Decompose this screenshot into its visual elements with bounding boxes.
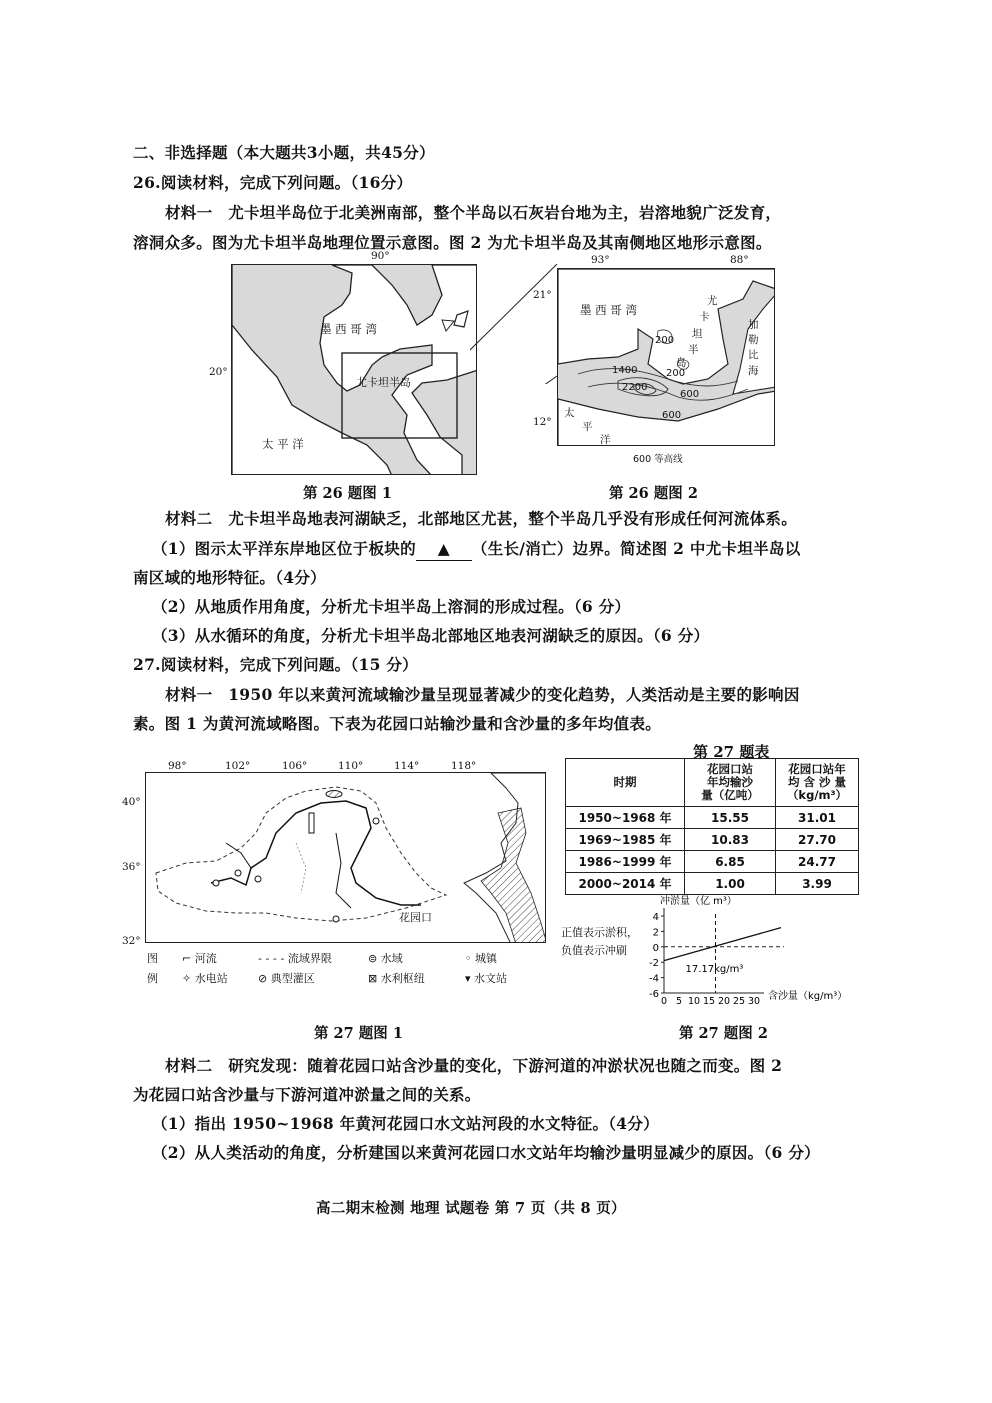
map2-gulf-label: 墨 西 哥 湾 [580,303,637,317]
yellow-river-map [145,772,546,943]
legend-gauge: ▾ 水文站 [465,972,508,985]
q27-map-lat-32: 32° [122,935,141,947]
map1-lat-20: 20° [209,366,228,378]
q27-heading: 27.阅读材料，完成下列问题。（15 分） [133,655,418,674]
table-cell-period: 1950~1968 年 [566,807,685,829]
q26-q2: （2）从地质作用角度，分析尤卡坦半岛上溶洞的形成过程。（6 分） [152,597,631,616]
chart-note-2: 负值表示冲刷 [561,944,627,957]
q26-material2: 材料二 尤卡坦半岛地表河湖缺乏，北部地区尤甚，整个半岛几乎没有形成任何河流体系。 [165,509,798,528]
q26-caption-2: 第 26 题图 2 [609,485,698,502]
map1-gulf-label: 墨 西 哥 湾 [320,322,377,336]
q27-map-lon-110: 110° [338,760,364,772]
table-row [566,851,859,873]
river-symbol-icon: ⌐ [182,952,195,965]
chart-y-tick-label: -6 [649,989,659,1000]
gauge-symbol-icon: ▾ [465,972,475,985]
chart-x-tick-label: 30 [747,996,761,1007]
table-cell-period: 1969~1985 年 [566,829,685,851]
q27-material2-line2: 为花园口站含沙量与下游河道冲淤量之间的关系。 [133,1085,481,1104]
map2-contour-600b: 600 [662,410,682,421]
q26-caption-1: 第 26 题图 1 [303,485,392,502]
table-cell-concentration: 27.70 [776,829,859,851]
chart-x-tick-label: 20 [717,996,731,1007]
map1-ocean-label: 太 平 洋 [262,437,304,451]
station-huayuankou-label: 花园口 [399,911,432,924]
page-footer: 高二期末检测 地理 试题卷 第 7 页（共 8 页） [316,1200,626,1217]
table-cell-period: 2000~2014 年 [566,873,685,895]
map2-peninsula-char-1: 尤 [707,295,718,307]
map2-lon-88: 88° [730,254,749,266]
q26-material1-line1: 材料一 尤卡坦半岛位于北美洲南部，整个半岛以石灰岩台地为主，岩溶地貌广泛发育， [165,203,782,222]
chart-x-tick-label: 25 [732,996,746,1007]
map2-contour-1400: 1400 [612,365,638,376]
chart-threshold-label: 17.17kg/m³ [685,964,744,976]
table-cell-concentration: 31.01 [776,807,859,829]
legend-dam: ⊠ 水利枢纽 [368,972,425,985]
q27-material1-line2: 素。图 1 为黄河流域略图。下表为花园口站输沙量和含沙量的多年均值表。 [133,714,662,733]
chart-y-tick-label: 2 [652,927,659,939]
legend-title-1: 图 [147,952,158,965]
table-header-concentration: 花园口站年 均 含 沙 量 （kg/m³） [776,759,859,807]
q27-map-lon-102: 102° [225,760,251,772]
q27-map-lat-36: 36° [122,861,141,873]
map2-contour-2200: 2200 [622,382,648,393]
map-yucatan-location [231,264,477,475]
q27-material1-line1: 材料一 1950 年以来黄河流域输沙量呈现显著减少的变化趋势，人类活动是主要的影响因 [165,685,800,704]
legend-town: ◦ 城镇 [465,952,497,965]
chart-x-tick-label: 5 [675,996,683,1007]
legend-water: ⊜ 水域 [368,952,403,965]
q26-material1-line2: 溶洞众多。图为尤卡坦半岛地理位置示意图。图 2 为尤卡坦半岛及其南侧地区地形示意图。 [133,233,772,252]
scour-deposition-chart [640,890,870,1015]
q27-map-lat-40: 40° [122,796,141,808]
q26-q1-text-a: （1）图示太平洋东岸地区位于板块的 [152,539,416,558]
section-title: 二、非选择题（本大题共3小题，共45分） [133,143,435,162]
q27-map-lon-114: 114° [394,760,420,772]
table-row [566,829,859,851]
map2-pacific-char-1: 太 [564,407,575,419]
q27-caption-2: 第 27 题图 2 [679,1025,768,1042]
q27-table-title: 第 27 题表 [693,743,770,761]
map2-peninsula-char-3: 坦 [692,328,703,340]
chart-x-axis-label: 含沙量（kg/m³） [768,991,848,1002]
q27-material2-line1: 材料二 研究发现：随着花园口站含沙量的变化，下游河道的冲淤状况也随之而变。图 2 [165,1056,783,1075]
table-cell-concentration: 24.77 [776,851,859,873]
map2-contour-200a: 200 [655,335,675,346]
chart-y-tick-label: 4 [652,912,659,923]
map2-pacific-char-3: 洋 [600,434,611,446]
map2-contour-600a: 600 [680,389,700,400]
chart-y-tick-label: -4 [649,973,659,985]
legend-hydro: ✧ 水电站 [182,972,228,985]
legend-boundary: - - - - 流域界限 [258,952,332,965]
map2-caribbean-char-4: 海 [748,365,759,377]
q27-map-lon-106: 106° [282,760,308,772]
irrigation-symbol-icon: ⊘ [258,972,271,985]
chart-x-tick-label: 15 [702,996,716,1007]
table-cell-concentration: 3.99 [776,873,859,895]
table-header-period: 时期 [566,759,685,807]
q26-q1-answer-blank[interactable]: ▲ [416,538,472,561]
q26-q1-line1 [152,538,801,561]
map2-peninsula-char-4: 半 [688,344,699,356]
table-row [566,807,859,829]
map2-lon-93: 93° [591,254,610,266]
yellow-river-svg [146,773,546,943]
chart-x-tick-label: 0 [660,996,668,1007]
legend-river: ⌐ 河流 [182,952,217,965]
q27-map-lon-118: 118° [451,760,477,772]
map2-lat-21: 21° [533,289,552,301]
table-cell-transport: 6.85 [685,851,776,873]
chart-y-tick-label: -2 [649,958,659,970]
q27-map-lon-98: 98° [168,760,187,772]
q26-q3: （3）从水循环的角度，分析尤卡坦半岛北部地区地表河湖缺乏的原因。（6 分） [152,626,710,645]
map2-caribbean-char-3: 比 [748,349,759,361]
map-connector-lines [470,264,560,384]
map2-caribbean-char-2: 勒 [748,334,759,346]
table-cell-transport: 10.83 [685,829,776,851]
chart-note-1: 正值表示淤积， [561,926,638,939]
q26-q1-text-b: （生长/消亡）边界。简述图 2 中尤卡坦半岛以 [471,539,801,558]
legend-irrigation: ⊘ 典型灌区 [258,972,315,985]
legend-title-2: 例 [147,972,158,985]
q27-sediment-table [565,758,859,895]
table-cell-period: 1986~1999 年 [566,851,685,873]
q26-q1-line2: 南区域的地形特征。（4分） [133,568,326,587]
dam-symbol-icon: ⊠ [368,972,381,985]
town-symbol-icon: ◦ [465,952,475,965]
chart-y-tick-label: 0 [652,942,659,954]
boundary-symbol-icon: - - - - [258,952,288,965]
hydro-symbol-icon: ✧ [182,972,195,985]
chart-x-tick-label: 10 [687,996,701,1007]
map1-lon-90: 90° [371,250,390,262]
map2-pacific-char-2: 平 [582,421,593,433]
q27-q1: （1）指出 1950~1968 年黄河花园口水文站河段的水文特征。（4分） [152,1114,659,1133]
map2-peninsula-char-2: 卡 [699,311,710,323]
map2-peninsula-char-5: 岛 [676,357,687,369]
map2-contour-legend: 600 等高线 [633,454,683,465]
q27-caption-1: 第 27 题图 1 [314,1025,403,1042]
map2-contour-200b: 200 [666,368,686,379]
table-header-transport: 花园口站 年均输沙 量（亿吨） [685,759,776,807]
map2-lat-12: 12° [533,416,552,428]
chart-y-axis-label: 冲淤量（亿 m³） [660,896,737,907]
table-cell-transport: 15.55 [685,807,776,829]
map2-caribbean-char-1: 加 [748,319,759,331]
q26-heading: 26.阅读材料，完成下列问题。（16分） [133,173,413,192]
chart-series-line [664,928,781,961]
map-yucatan-terrain [557,268,775,446]
q27-q2: （2）从人类活动的角度，分析建国以来黄河花园口水文站年均输沙量明显减少的原因。（6 分） [152,1143,820,1162]
map1-peninsula-label: 尤卡坦半岛 [356,376,411,389]
water-symbol-icon: ⊜ [368,952,381,965]
table-cell-transport: 1.00 [685,873,776,895]
